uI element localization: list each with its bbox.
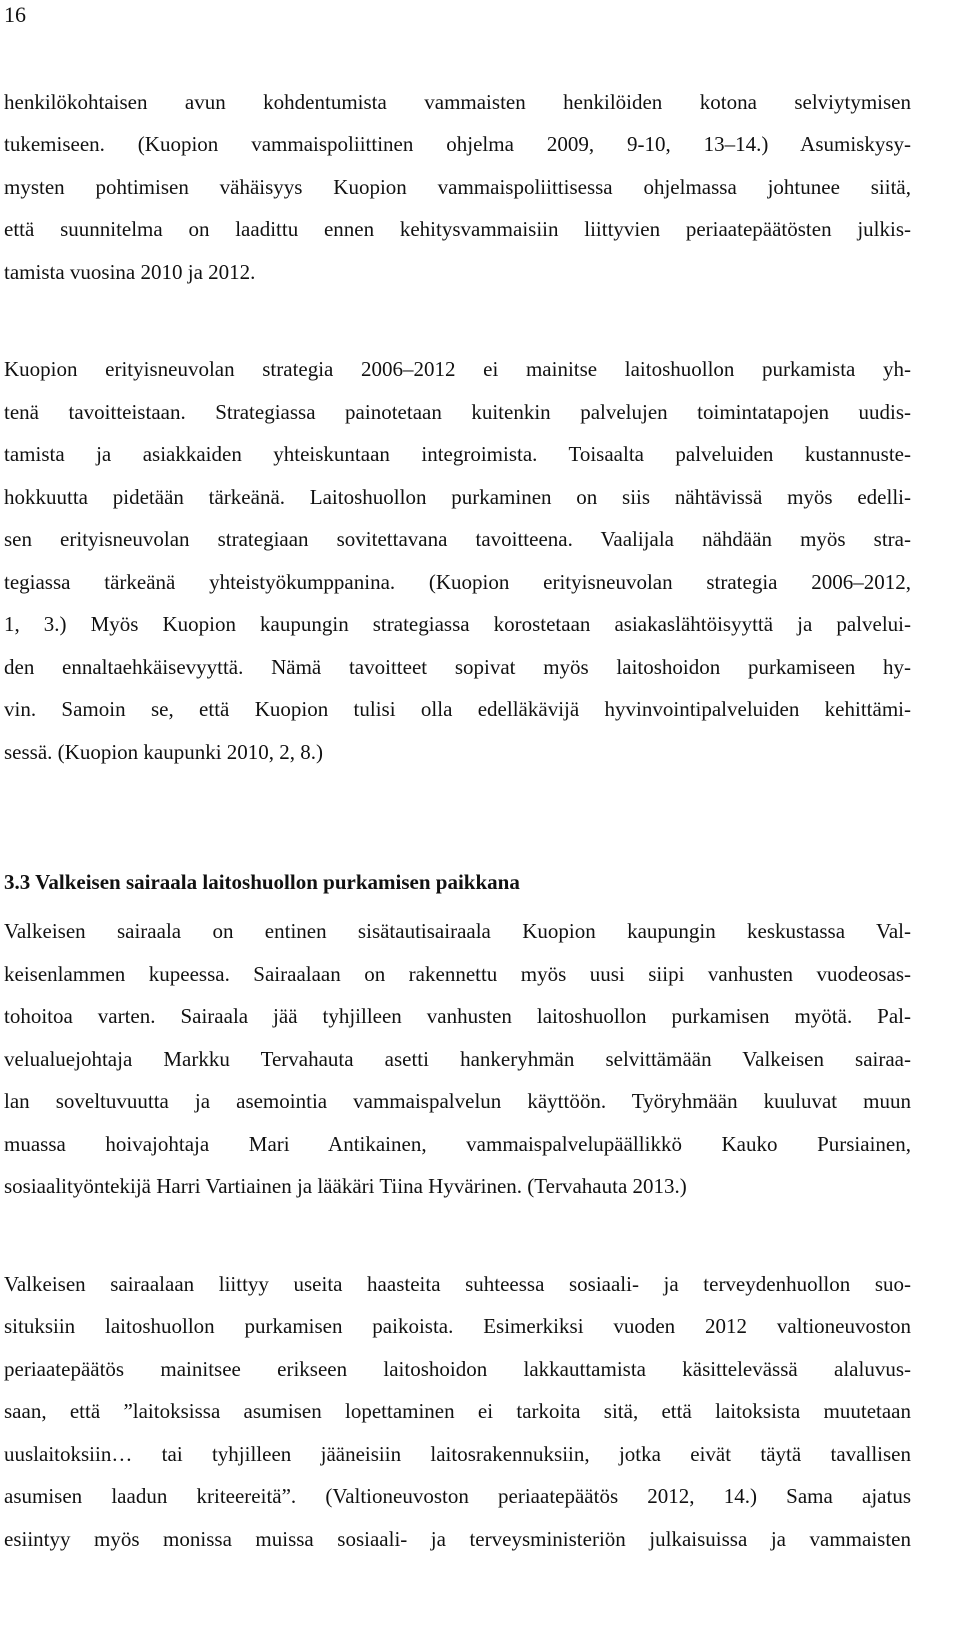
text-line: lan soveltuvuutta ja asemointia vammaispalvelun käyttöön. Työryhmään kuuluvat muun (4, 1089, 911, 1113)
text-line: henkilökohtaisen avun kohdentumista vammaisten henkilöiden kotona selviytymisen (4, 90, 911, 114)
text-line: tenä tavoitteistaan. Strategiassa painotetaan kuitenkin palvelujen toimintatapojen uudis- (4, 400, 911, 424)
text-line: keisenlammen kupeessa. Sairaalaan on rakennettu myös uusi siipi vanhusten vuodeosas- (4, 962, 911, 986)
text-line: saan, että ”laitoksissa asumisen lopettaminen ei tarkoita sitä, että laitoksista muutetaan (4, 1399, 911, 1423)
text-line: tukemiseen. (Kuopion vammaispoliittinen ohjelma 2009, 9-10, 13–14.) Asumiskysy- (4, 132, 911, 156)
text-line: esiintyy myös monissa muissa sosiaali- ja terveysministeriön julkaisuissa ja vammaisten (4, 1527, 911, 1551)
text-line: Valkeisen sairaala on entinen sisätautisairaala Kuopion kaupungin keskustassa Val- (4, 919, 911, 943)
text-line: velualuejohtaja Markku Tervahauta asetti hankeryhmän selvittämään Valkeisen sairaa- (4, 1047, 911, 1071)
text-line: situksiin laitoshuollon purkamisen paikoista. Esimerkiksi vuoden 2012 valtioneuvoston (4, 1314, 911, 1338)
text-line: den ennaltaehkäisevyyttä. Nämä tavoitteet sopivat myös laitoshoidon purkamiseen hy- (4, 655, 911, 679)
text-line: vin. Samoin se, että Kuopion tulisi olla edelläkävijä hyvinvointipalveluiden kehittämi- (4, 697, 911, 721)
text-line: että suunnitelma on laadittu ennen kehitysvammaisiin liittyvien periaatepäätösten julkis- (4, 217, 911, 241)
text-line: asumisen laadun kriteereitä”. (Valtioneuvoston periaatepäätös 2012, 14.) Sama ajatus (4, 1484, 911, 1508)
text-line: muassa hoivajohtaja Mari Antikainen, vammaispalvelupäällikkö Kauko Pursiainen, (4, 1132, 911, 1156)
text-line: tamista vuosina 2010 ja 2012. (4, 260, 256, 284)
text-line: sosiaalityöntekijä Harri Vartiainen ja lääkäri Tiina Hyvärinen. (Tervahauta 2013.) (4, 1174, 687, 1198)
page-number: 16 (4, 2, 26, 27)
text-line: sessä. (Kuopion kaupunki 2010, 2, 8.) (4, 740, 324, 764)
text-line: sen erityisneuvolan strategiaan sovitettavana tavoitteena. Vaalijala nähdään myös stra- (4, 527, 911, 551)
text-line: Kuopion erityisneuvolan strategia 2006–2012 ei mainitse laitoshuollon purkamista yh- (4, 357, 911, 381)
text-line: mysten pohtimisen vähäisyys Kuopion vammaispoliittisessa ohjelmassa johtunee siitä, (4, 175, 911, 199)
text-line: 1, 3.) Myös Kuopion kaupungin strategiassa korostetaan asiakaslähtöisyyttä ja palvelui- (4, 612, 911, 636)
text-line: hokkuutta pidetään tärkeänä. Laitoshuollon purkaminen on siis nähtävissä myös edelli- (4, 485, 911, 509)
text-line: tegiassa tärkeänä yhteistyökumppanina. (Kuopion erityisneuvolan strategia 2006–2012, (4, 570, 911, 594)
text-line: uuslaitoksiin… tai tyhjilleen jääneisiin laitosrakennuksiin, jotka eivät täytä tavallisen (4, 1442, 911, 1466)
section-heading: 3.3 Valkeisen sairaala laitoshuollon purkamisen paikkana (4, 870, 520, 894)
text-line: Valkeisen sairaalaan liittyy useita haasteita suhteessa sosiaali- ja terveydenhuollon suo- (4, 1272, 911, 1296)
text-line: tohoitoa varten. Sairaala jää tyhjilleen vanhusten laitoshuollon purkamisen myötä. Pal- (4, 1004, 911, 1028)
text-line: periaatepäätös mainitsee erikseen laitoshoidon lakkauttamista käsittelevässä alaluvus- (4, 1357, 911, 1381)
text-line: tamista ja asiakkaiden yhteiskuntaan integroimista. Toisaalta palveluiden kustannuste- (4, 442, 911, 466)
